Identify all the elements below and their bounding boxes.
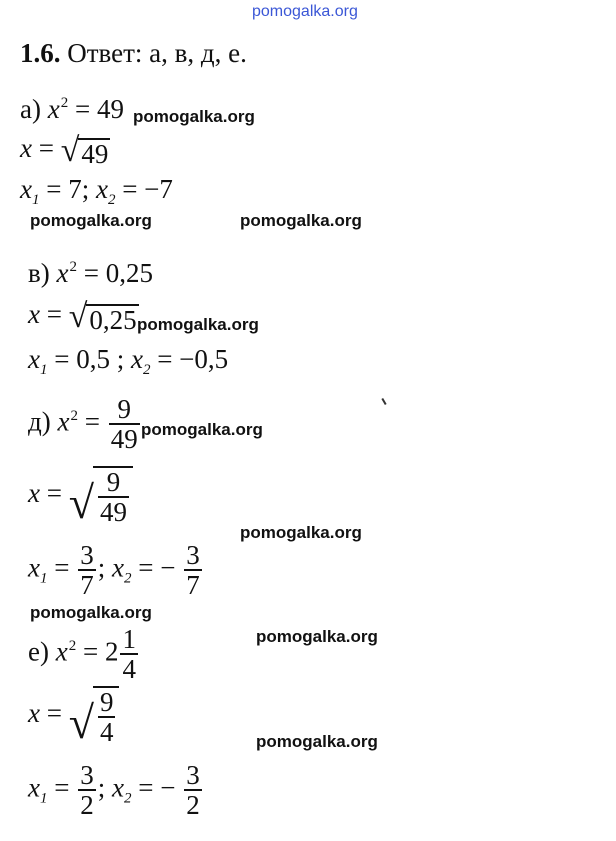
sqrt-symbol: √ 0,25 [68, 298, 137, 335]
x1-subscript: 1 [39, 362, 48, 378]
equals-sign: = [54, 552, 70, 583]
x2-subscript: 2 [107, 192, 116, 208]
exponent: 2 [70, 407, 78, 424]
x1: x [28, 344, 40, 374]
x1: x [28, 552, 40, 583]
numerator: 3 [80, 760, 94, 790]
equals-minus: = − [138, 552, 176, 583]
part-b-label: в) [28, 258, 50, 288]
part-d-label: д) [28, 406, 51, 437]
equation-rhs: = 2 [82, 636, 119, 667]
part-d-solutions [28, 542, 204, 599]
x1: x [28, 772, 40, 803]
x2: x [130, 344, 143, 374]
x2: x [111, 552, 124, 583]
equation-rhs: = 0,25 [83, 258, 153, 288]
fraction [78, 762, 96, 819]
problem-title [20, 40, 247, 67]
part-d-root [28, 466, 133, 526]
equation-rhs: = 49 [74, 94, 124, 124]
denominator: 2 [186, 790, 200, 820]
watermark: pomogalka.org [141, 420, 263, 439]
watermark: pomogalka.org [256, 627, 378, 646]
variable: x [56, 258, 69, 288]
x1-value: = 7; [46, 174, 90, 204]
x2-subscript: 2 [123, 570, 132, 587]
numerator: 3 [80, 540, 94, 570]
part-a-label: а) [20, 94, 41, 124]
sqrt-symbol: √ $\frac{9}{49}$ [69, 466, 133, 526]
denominator: 49 [110, 424, 138, 454]
equals-sign: = [54, 772, 70, 803]
root-lhs: x = [20, 133, 54, 164]
part-b-equation [28, 260, 153, 287]
fraction [78, 542, 96, 599]
separator: ; [97, 772, 106, 803]
watermark: pomogalka.org [30, 603, 152, 622]
watermark: pomogalka.org [137, 315, 259, 334]
x1-subscript: 1 [39, 570, 48, 587]
variable: x [55, 636, 68, 667]
numerator: 9 [106, 467, 121, 497]
numerator: 1 [122, 624, 136, 654]
part-e-equation [28, 626, 140, 683]
watermark: pomogalka.org [133, 107, 255, 126]
x2: x [95, 174, 108, 204]
part-e-solutions [28, 762, 204, 819]
separator: ; [97, 552, 106, 583]
watermark-top: pomogalka.org [252, 3, 358, 20]
problem-number: 1.6. [20, 38, 61, 68]
equals-sign: = [84, 406, 100, 437]
radicand: 49 [78, 138, 110, 168]
denominator: 4 [99, 717, 114, 747]
watermark: pomogalka.org [240, 211, 362, 230]
denominator: 7 [80, 570, 94, 600]
radicand: 0,25 [86, 304, 138, 334]
denominator: 4 [122, 654, 136, 684]
part-b-root [28, 300, 139, 334]
sqrt-symbol: √ 49 [60, 132, 109, 169]
x1-subscript: 1 [39, 790, 48, 807]
fraction [98, 469, 129, 526]
part-e-root [28, 686, 119, 746]
denominator: 2 [80, 790, 94, 820]
scan-speck [381, 398, 386, 405]
fraction [184, 762, 202, 819]
watermark: pomogalka.org [30, 211, 152, 230]
numerator: 3 [186, 540, 200, 570]
watermark: pomogalka.org [240, 523, 362, 542]
root-lhs: x = [28, 299, 62, 330]
x1-value: = 0,5 ; [54, 344, 125, 374]
fraction [98, 689, 116, 746]
exponent: 2 [60, 95, 69, 111]
fraction [109, 396, 140, 453]
variable: x [47, 94, 60, 124]
fraction [120, 626, 138, 683]
x2-subscript: 2 [123, 790, 132, 807]
x2-value: = −7 [122, 174, 173, 204]
equals-minus: = − [138, 772, 176, 803]
variable: x [57, 406, 70, 437]
x1-subscript: 1 [31, 192, 40, 208]
numerator: 3 [186, 760, 200, 790]
exponent: 2 [68, 637, 77, 654]
denominator: 7 [186, 570, 200, 600]
part-a-root [20, 134, 110, 168]
answer-text: Ответ: а, в, д, е. [67, 38, 247, 68]
numerator: 9 [117, 394, 131, 424]
x1: x [20, 174, 32, 204]
sqrt-symbol: √ $\frac{9}{4}$ [69, 686, 120, 746]
part-a-solutions [20, 174, 173, 208]
denominator: 49 [99, 497, 127, 527]
part-d-equation [28, 396, 142, 453]
watermark: pomogalka.org [256, 732, 378, 751]
part-e-label: е) [28, 636, 49, 667]
root-lhs: x = [28, 478, 62, 509]
fraction [184, 542, 202, 599]
numerator: 9 [99, 687, 114, 717]
exponent: 2 [69, 259, 77, 275]
x2-value: = −0,5 [157, 344, 229, 374]
x2: x [111, 772, 124, 803]
x2-subscript: 2 [142, 362, 151, 378]
root-lhs: x = [28, 698, 62, 729]
part-a-equation [20, 96, 124, 123]
part-b-solutions [28, 344, 229, 378]
